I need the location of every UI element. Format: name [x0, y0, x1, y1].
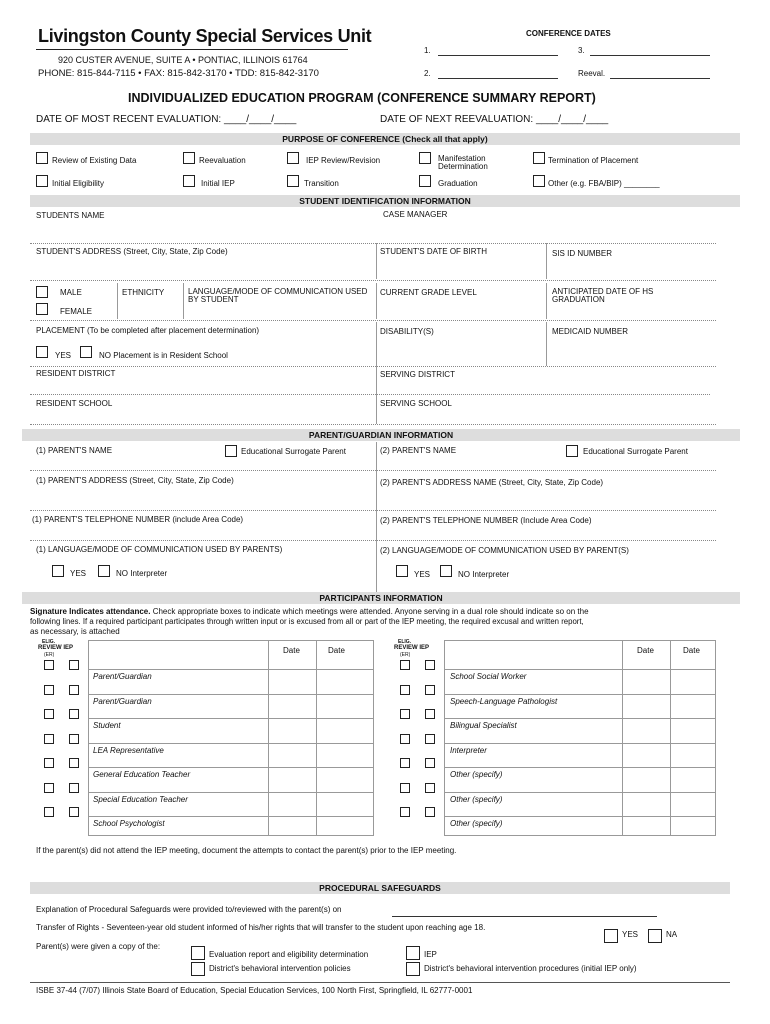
right-iep-checkbox[interactable] — [425, 685, 435, 695]
left-elig-checkbox[interactable] — [44, 758, 54, 768]
divider — [376, 442, 377, 592]
divider — [376, 322, 377, 366]
graduation-label: Graduation — [438, 179, 478, 188]
left-iep-checkbox[interactable] — [69, 783, 79, 793]
placement-rule — [30, 366, 716, 367]
right-elig-checkbox[interactable] — [400, 660, 410, 670]
conference-date-2-field[interactable] — [438, 78, 558, 79]
right-iep-checkbox[interactable] — [425, 660, 435, 670]
placement-yes-label: YES — [55, 351, 72, 360]
right-elig-checkbox[interactable] — [400, 758, 410, 768]
right-date-header-2: Date — [683, 646, 700, 655]
female-label: FEMALE — [60, 307, 93, 316]
parent2-name-label[interactable]: (2) PARENT'S NAME — [380, 446, 457, 455]
serving-school-label[interactable]: SERVING SCHOOL — [380, 399, 452, 408]
case-manager-label: CASE MANAGER — [383, 210, 448, 219]
left-role-label: Special Education Teacher — [93, 795, 188, 804]
right-elig-header: ELIG. — [398, 639, 412, 645]
iep-review-label: IEP Review/Revision — [306, 156, 381, 165]
right-iep-checkbox[interactable] — [425, 783, 435, 793]
participants-heading: PARTICIPANTS INFORMATION — [22, 592, 740, 604]
parent1-interpreter-no-checkbox[interactable] — [98, 565, 110, 577]
divider — [546, 283, 547, 319]
copy-given-label: Parent(s) were given a copy of the: — [36, 942, 161, 951]
manifestation-label: Manifestation Determination — [438, 154, 488, 171]
left-review-header — [38, 645, 73, 651]
parent2-interpreter-no-label: NO Interpreter — [458, 570, 510, 579]
right-signature-line — [444, 694, 716, 695]
parent1-surrogate-checkbox[interactable] — [225, 445, 237, 457]
review-col: REVIEW — [38, 645, 62, 651]
transfer-na-checkbox[interactable] — [648, 929, 662, 943]
parent1-language-label[interactable]: (1) LANGUAGE/MODE OF COMMUNICATION USED BY PARENTS) — [36, 545, 283, 554]
transfer-yes-label: YES — [622, 930, 639, 939]
right-elig-checkbox[interactable] — [400, 709, 410, 719]
parent2-language-label[interactable]: (2) LANGUAGE/MODE OF COMMUNICATION USED BY PARENT(S) — [380, 546, 629, 555]
medicaid-label[interactable]: MEDICAID NUMBER — [552, 327, 629, 336]
behavior-policies-label: District's behavioral intervention policies — [209, 964, 351, 973]
parent1-address-label[interactable]: (1) PARENT'S ADDRESS (Street, City, State, Zip Code) — [36, 476, 234, 485]
divider — [117, 283, 118, 319]
iep-copy-checkbox[interactable] — [406, 946, 420, 960]
male-checkbox[interactable] — [36, 286, 48, 298]
divider — [376, 366, 377, 424]
left-signature-line — [88, 743, 374, 744]
divider — [376, 283, 377, 319]
right-signature-line — [444, 816, 716, 817]
behavior-procedures-checkbox[interactable] — [406, 962, 420, 976]
right-iep-checkbox[interactable] — [425, 807, 435, 817]
title-rule — [36, 49, 348, 50]
placement-no-label: NO Placement is in Resident School — [99, 351, 228, 360]
safeguards-heading: PROCEDURAL SAFEGUARDS — [30, 882, 730, 894]
parent-phone-rule — [30, 540, 716, 541]
sis-id-label[interactable]: SIS ID NUMBER — [552, 249, 613, 258]
transition-label: Transition — [304, 179, 339, 188]
student-heading: STUDENT IDENTIFICATION INFORMATION — [30, 195, 740, 207]
placement-label[interactable]: PLACEMENT (To be completed after placement determination) — [36, 326, 260, 335]
right-signature-line — [444, 767, 716, 768]
left-iep-checkbox[interactable] — [69, 685, 79, 695]
left-iep-checkbox[interactable] — [69, 758, 79, 768]
resident-school-label[interactable]: RESIDENT SCHOOL — [36, 399, 113, 408]
right-role-label: School Social Worker — [450, 672, 527, 681]
eval-report-checkbox[interactable] — [191, 946, 205, 960]
parent-heading: PARENT/GUARDIAN INFORMATION — [22, 429, 740, 441]
right-signature-line — [444, 792, 716, 793]
transition-checkbox[interactable] — [287, 175, 299, 187]
left-elig-checkbox[interactable] — [44, 783, 54, 793]
right-elig-checkbox[interactable] — [400, 734, 410, 744]
right-signature-line — [444, 718, 716, 719]
placement-no-checkbox[interactable] — [80, 346, 92, 358]
address-rule — [30, 280, 716, 281]
agency-address: 920 CUSTER AVENUE, SUITE A • PONTIAC, ILLINOIS 61764 — [58, 55, 308, 65]
right-elig-checkbox[interactable] — [400, 807, 410, 817]
conference-dates-label: CONFERENCE DATES — [526, 29, 611, 38]
right-role-label: Other (specify) — [450, 795, 503, 804]
divider — [376, 243, 377, 279]
right-role-label: Speech-Language Pathologist — [450, 697, 558, 706]
left-signature-line — [88, 792, 374, 793]
transfer-na-label: NA — [666, 930, 678, 939]
agency-phones: PHONE: 815-844-7115 • FAX: 815-842-3170 • TDD: 815-842-3170 — [38, 68, 319, 79]
grade-level-label[interactable]: CURRENT GRADE LEVEL — [380, 288, 477, 297]
left-er-header: (ER) — [44, 652, 55, 658]
divider — [546, 243, 547, 279]
right-iep-checkbox[interactable] — [425, 758, 435, 768]
placement-yes-checkbox[interactable] — [36, 346, 48, 358]
parent1-interpreter-yes-checkbox[interactable] — [52, 565, 64, 577]
divider — [183, 283, 184, 319]
right-date-header-1: Date — [637, 646, 654, 655]
footer-rule — [30, 982, 730, 983]
left-signature-line — [88, 718, 374, 719]
signature-attendance-note: Signature Indicates attendance. — [30, 607, 151, 616]
right-signature-line — [444, 743, 716, 744]
left-role-label: LEA Representative — [93, 746, 164, 755]
resident-district-label[interactable]: RESIDENT DISTRICT — [36, 369, 116, 378]
initial-iep-checkbox[interactable] — [183, 175, 195, 187]
parent2-interpreter-no-checkbox[interactable] — [440, 565, 452, 577]
right-iep-checkbox[interactable] — [425, 709, 435, 719]
disability-label[interactable]: DISABILITY(S) — [380, 327, 434, 336]
right-iep-checkbox[interactable] — [425, 734, 435, 744]
initial-eligibility-checkbox[interactable] — [36, 175, 48, 187]
form-title: INDIVIDUALIZED EDUCATION PROGRAM (CONFERENCE SUMMARY REPORT) — [128, 91, 596, 105]
parent2-surrogate-label: Educational Surrogate Parent — [583, 447, 688, 456]
parent2-phone-label[interactable]: (2) PARENT'S TELEPHONE NUMBER (Include Area Code) — [380, 516, 592, 525]
parent-address-rule — [30, 510, 716, 511]
initial-iep-label: Initial IEP — [201, 179, 235, 188]
conference-date-2-label: 2. — [424, 69, 431, 78]
parent2-interpreter-yes-checkbox[interactable] — [396, 565, 408, 577]
iep-col: IEP — [63, 645, 74, 651]
termination-label: Termination of Placement — [548, 156, 639, 165]
reevaluation-label: Reevaluation — [199, 156, 246, 165]
right-elig-checkbox[interactable] — [400, 685, 410, 695]
conference-date-3-field[interactable] — [590, 55, 710, 56]
left-signature-line — [88, 694, 374, 695]
left-iep-checkbox[interactable] — [69, 660, 79, 670]
other-purpose-label[interactable]: Other (e.g. FBA/BIP) ________ — [548, 179, 660, 188]
parent-absence-note: If the parent(s) did not attend the IEP meeting, document the attempts to contact the parent(s) prior to the IEP meeting. — [36, 846, 457, 855]
student-name-rule — [30, 243, 716, 244]
student-name-label: STUDENTS NAME — [36, 211, 105, 220]
demographics-rule — [30, 320, 716, 321]
participants-instructions-line2: following lines. If a required participant participates through written input or is excused from all or part of the IEP meeting, the required excusal and written report, — [30, 617, 584, 626]
left-role-label: General Education Teacher — [93, 770, 191, 779]
transfer-rights-text: Transfer of Rights - Seventeen-year old student informed of his/her rights that will transfer to the student upon reaching age 18. — [36, 923, 486, 932]
behavior-policies-checkbox[interactable] — [191, 962, 205, 976]
iep-copy-label: IEP — [424, 950, 437, 959]
ethnicity-label[interactable]: ETHNICITY — [122, 288, 165, 297]
left-signature-line — [88, 669, 374, 670]
next-reevaluation-date[interactable]: DATE OF NEXT REEVALUATION: ____/____/____ — [380, 114, 609, 125]
manifestation-checkbox[interactable] — [419, 152, 431, 164]
footer-form-id: ISBE 37-44 (7/07) Illinois State Board of Education, Special Education Services, 100 North First, Springfield, IL 62777-0001 — [36, 986, 473, 995]
parent1-interpreter-no-label: NO Interpreter — [116, 569, 168, 578]
right-role-label: Bilingual Specialist — [450, 721, 517, 730]
parent2-surrogate-checkbox[interactable] — [566, 445, 578, 457]
divider — [546, 322, 547, 366]
left-elig-checkbox[interactable] — [44, 807, 54, 817]
safeguards-date-field[interactable] — [392, 916, 657, 917]
right-review-header — [394, 645, 429, 651]
district-rule — [30, 394, 710, 395]
graduation-date-label[interactable]: ANTICIPATED DATE OF HS GRADUATION — [552, 287, 654, 304]
left-role-label: Student — [93, 721, 121, 730]
parent1-surrogate-label: Educational Surrogate Parent — [241, 447, 346, 456]
left-elig-checkbox[interactable] — [44, 685, 54, 695]
left-role-label: School Psychologist — [93, 819, 165, 828]
student-address-label[interactable]: STUDENT'S ADDRESS (Street, City, State, Zip Code) — [36, 247, 228, 256]
left-iep-checkbox[interactable] — [69, 709, 79, 719]
iep-col: IEP — [419, 645, 430, 651]
student-language-label[interactable]: LANGUAGE/MODE OF COMMUNICATION USED BY STUDENT — [188, 287, 368, 304]
right-er-header: (ER) — [400, 652, 411, 658]
left-date-header-2: Date — [328, 646, 345, 655]
left-iep-checkbox[interactable] — [69, 734, 79, 744]
right-role-label: Interpreter — [450, 746, 487, 755]
other-purpose-checkbox[interactable] — [533, 175, 545, 187]
left-iep-checkbox[interactable] — [69, 807, 79, 817]
eval-report-label: Evaluation report and eligibility determination — [209, 950, 369, 959]
purpose-heading: PURPOSE OF CONFERENCE (Check all that apply) — [30, 133, 740, 145]
right-elig-checkbox[interactable] — [400, 783, 410, 793]
safeguards-explanation: Explanation of Procedural Safeguards were provided to/reviewed with the parent(s) on — [36, 905, 342, 914]
instructions-text: Check appropriate boxes to indicate which meetings were attended. Anyone serving in a dual role should indicate so on the — [150, 607, 589, 616]
participants-instructions-line3: as necessary, is attached — [30, 627, 120, 636]
conference-date-1-label: 1. — [424, 46, 431, 55]
reevaluation-checkbox[interactable] — [183, 152, 195, 164]
termination-checkbox[interactable] — [533, 152, 545, 164]
reeval-field[interactable] — [610, 78, 710, 79]
left-role-label: Parent/Guardian — [93, 672, 152, 681]
review-col: REVIEW — [394, 645, 418, 651]
parent1-phone-label[interactable]: (1) PARENT'S TELEPHONE NUMBER (include Area Code) — [32, 515, 244, 524]
serving-district-label[interactable]: SERVING DISTRICT — [380, 370, 455, 379]
parent1-interpreter-yes-label: YES — [70, 569, 87, 578]
conference-date-1-field[interactable] — [438, 55, 558, 56]
parent2-address-label[interactable]: (2) PARENT'S ADDRESS NAME (Street, City, State, Zip Code) — [380, 478, 604, 487]
male-label: MALE — [60, 288, 82, 297]
transfer-yes-checkbox[interactable] — [604, 929, 618, 943]
right-role-label: Other (specify) — [450, 819, 503, 828]
school-rule — [30, 424, 716, 425]
conference-date-3-label: 3. — [578, 46, 585, 55]
parent-name-rule — [30, 470, 716, 471]
participants-instructions-line1 — [30, 607, 589, 616]
behavior-procedures-label: District's behavioral intervention procedures (initial IEP only) — [424, 964, 637, 973]
left-elig-checkbox[interactable] — [44, 660, 54, 670]
left-elig-checkbox[interactable] — [44, 709, 54, 719]
graduation-checkbox[interactable] — [419, 175, 431, 187]
reeval-label: Reeval. — [578, 69, 606, 78]
left-signature-line — [88, 816, 374, 817]
left-signature-line — [88, 767, 374, 768]
agency-title: Livingston County Special Services Unit — [38, 26, 372, 46]
initial-eligibility-label: Initial Eligibility — [52, 179, 105, 188]
left-elig-checkbox[interactable] — [44, 734, 54, 744]
recent-evaluation-date[interactable]: DATE OF MOST RECENT EVALUATION: ____/____/____ — [36, 114, 297, 125]
left-date-header-1: Date — [283, 646, 300, 655]
iep-review-checkbox[interactable] — [287, 152, 299, 164]
left-elig-header: ELIG. — [42, 639, 56, 645]
student-dob-label[interactable]: STUDENT'S DATE OF BIRTH — [380, 247, 488, 256]
parent2-interpreter-yes-label: YES — [414, 570, 431, 579]
parent1-name-label[interactable]: (1) PARENT'S NAME — [36, 446, 113, 455]
review-existing-label: Review of Existing Data — [52, 156, 137, 165]
right-role-label: Other (specify) — [450, 770, 503, 779]
left-role-label: Parent/Guardian — [93, 697, 152, 706]
female-checkbox[interactable] — [36, 303, 48, 315]
right-signature-line — [444, 669, 716, 670]
review-existing-checkbox[interactable] — [36, 152, 48, 164]
